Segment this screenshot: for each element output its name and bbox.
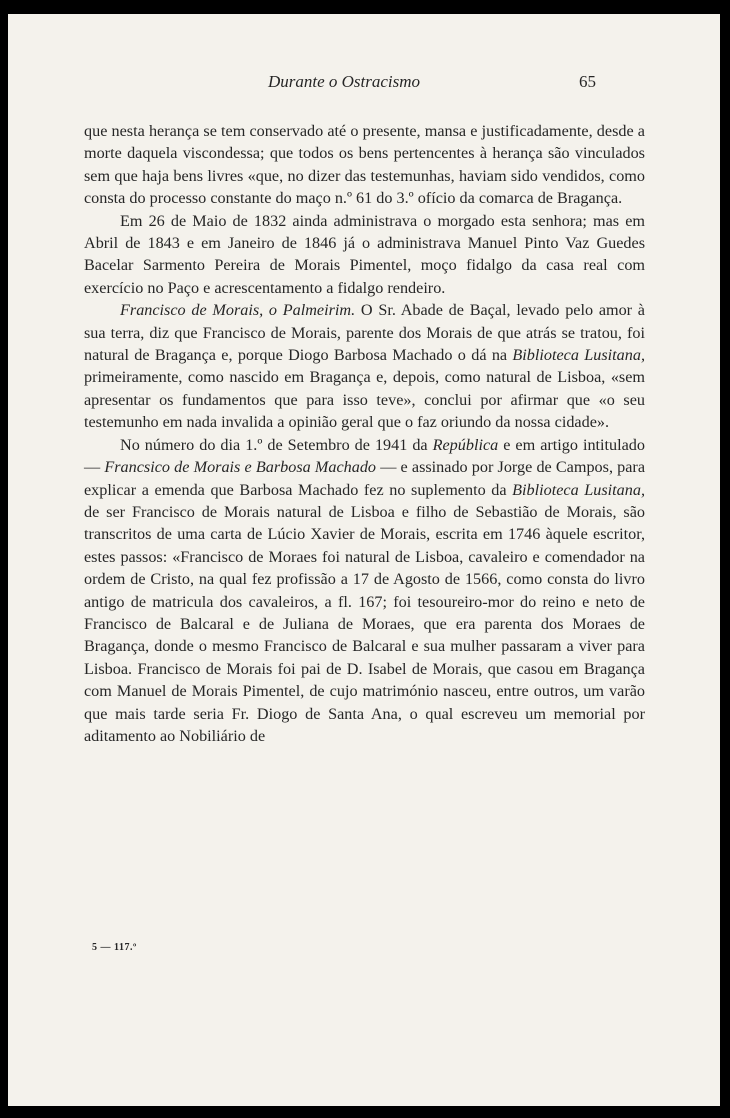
paragraph xyxy=(84,434,645,748)
paragraph xyxy=(84,210,645,300)
italic-text: Francisco de Morais, o Palmeirim. xyxy=(120,301,356,320)
italic-text: Biblioteca Lusitana, xyxy=(512,480,646,499)
text-run: primeiramente, como nascido em Bragança e, depois, como natural de Lisboa, «sem apresentar os fundamentos que para isso teve», conclui por afirmar que «o seu testemunho em nada invalida a opinião geral que o faz oriundo da nossa cidade». xyxy=(84,368,645,432)
text-run: Em 26 de Maio de 1832 ainda administrava o morgado esta senhora; mas em Abril de 1843 e em Janeiro de 1846 já o administrava Manuel Pinto Vaz Guedes Bacelar Sarmento Pereira de Morais Pimentel, moço fidalgo da casa real com exercício no Paço e acrescentamento a fidalgo rendeiro. xyxy=(84,211,645,297)
paragraph xyxy=(84,299,645,433)
text-run: de ser Francisco de Morais natural de Lisboa e filho de Sebastião de Morais, são transcritos de uma carta de Lúcio Xavier de Morais, escrita em 1746 àquele escritor, estes passos: «Francisco de Moraes foi natural de Lisboa, cavaleiro e comendador na ordem de Cristo, na qual fez profissão a 17 de Agosto de 1566, como consta do livro antigo de matricula dos cavaleiros, a fl. 167; foi tesoureiro-mor do reino e neto de Francisco de Balcaral e de Juliana de Moraes, que era parenta dos Moraes de Bragança, donde o mesmo Francisco de Balcaral e sua mulher passaram a viver para Lisboa. Francisco de Morais foi pai de D. Isabel de Morais, que casou em Bragança com Manuel de Morais Pimentel, de cujo matrimónio nasceu, entre outros, um varão que mais tarde seria Fr. Diogo de Santa Ana, o qual escreveu um memorial por aditamento ao Nobiliário de xyxy=(84,502,645,745)
italic-text: República xyxy=(432,435,499,454)
text-run: No número do dia 1.º de Setembro de 1941 da xyxy=(120,435,433,454)
text-run: que nesta herança se tem conservado até o presente, mansa e justificadamente, desde a morte daquela viscondessa; que todos os bens pertencentes à herança são vinculados sem que haja bens livres «que, no dizer das testemunhas, haviam sido vendidos, como consta do processo constante do maço n.º 61 do 3.º ofício da comarca de Bragança. xyxy=(84,122,645,208)
signature-mark: 5 — 117.º xyxy=(92,942,137,953)
running-title: Durante o Ostracismo xyxy=(267,72,421,91)
book-page xyxy=(8,14,720,1106)
paragraph xyxy=(84,120,645,210)
italic-text: Biblioteca Lusitana, xyxy=(512,346,645,365)
body-text xyxy=(84,120,645,747)
italic-text: Francsico de Morais e Barbosa Machado xyxy=(104,458,377,477)
page-number: 65 xyxy=(579,72,596,91)
running-header xyxy=(92,72,596,96)
text-run: — e assinado por Jorge de Campos, para explicar a emenda que Barbosa Machado fez no suplemento da xyxy=(84,458,646,499)
text-run: O Sr. Abade de Baçal, levado pelo amor à sua terra, diz que Francisco de Morais, parente dos Morais de que atrás se tratou, foi natural de Bragança e, porque Diogo Barbosa Machado o dá na xyxy=(84,301,645,365)
text-run: e em artigo intitulado — xyxy=(84,435,645,477)
